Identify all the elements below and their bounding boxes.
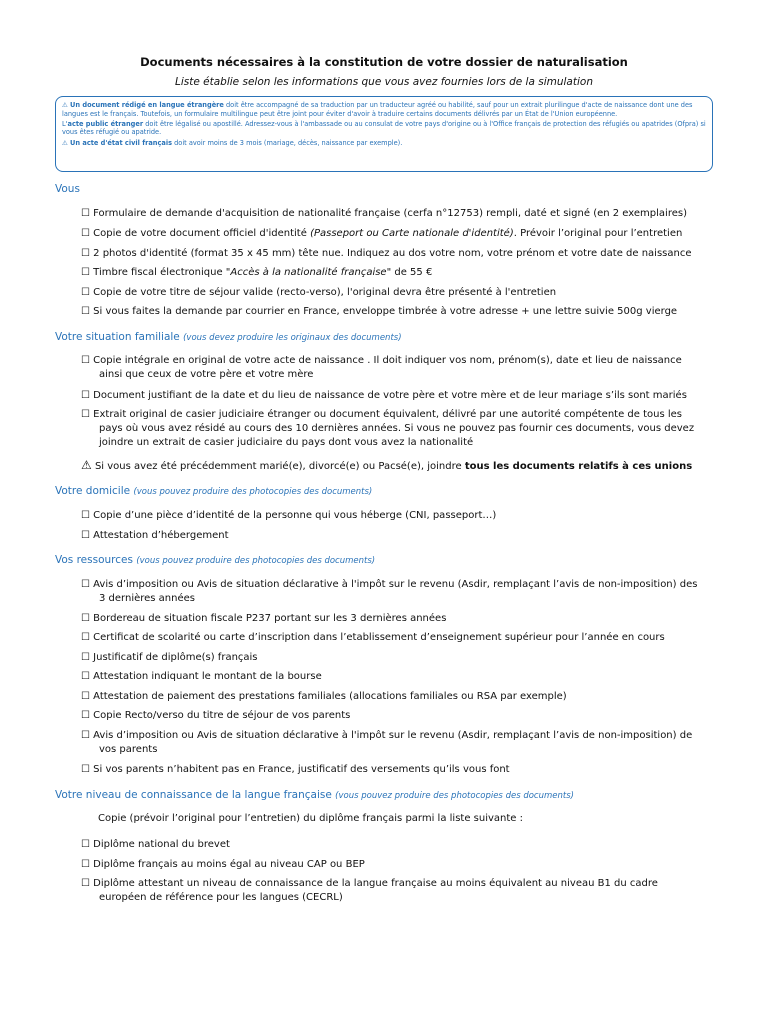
list-item xyxy=(82,651,722,665)
item-text: Copie intégrale en original de votre acte de naissance . Il doit indiquer vos nom, prénom(s), date et lieu de naissance xyxy=(93,355,682,366)
section-note: (vous pouvez produire des photocopies des documents) xyxy=(136,556,376,566)
checkbox-icon: ☐ xyxy=(81,764,90,775)
checkbox-icon: ☐ xyxy=(81,530,90,541)
list-item xyxy=(82,631,722,645)
item-text: Certificat de scolarité ou carte d’inscription dans l’etablissement d’enseignement supérieur pour l’année en cours xyxy=(93,632,665,643)
notice-legalisation-pre: L' xyxy=(62,119,68,128)
section-title-famille xyxy=(55,331,402,343)
item-text: Copie Recto/verso du titre de séjour de vos parents xyxy=(93,710,351,721)
list-item xyxy=(82,207,722,221)
checkbox-icon: ☐ xyxy=(81,228,90,239)
checkbox-icon: ☐ xyxy=(81,510,90,521)
item-text: Si vos parents n’habitent pas en France, justificatif des versements qu’ils vous font xyxy=(93,764,510,775)
list-item xyxy=(82,389,722,403)
notice-etat-civil-text: doit avoir moins de 3 mois (mariage, décès, naissance par exemple). xyxy=(172,138,403,147)
list-item xyxy=(82,612,722,626)
notice-translation-text: doit être accompagné de sa traduction par un traducteur agréé ou habilité, sauf pour un extrait plurilingue d'acte de naissance dont une des langues est le français. Toutefois, un formulaire multilingue peut être joint pour éviter d'avoir à traduire certains documents délivrés par un État de l'Union européenne. xyxy=(62,101,693,118)
checkbox-icon: ☐ xyxy=(81,730,90,741)
list-item xyxy=(82,408,722,450)
list-item xyxy=(82,670,722,684)
list-item xyxy=(82,877,722,905)
notice-legalisation xyxy=(62,120,706,137)
section-title-text: Votre domicile xyxy=(55,485,131,497)
checkbox-icon: ☐ xyxy=(81,878,90,889)
warning-icon: ⚠ xyxy=(81,458,92,472)
langue-intro: Copie (prévoir l’original pour l’entretien) du diplôme français parmi la liste suivante : xyxy=(98,813,523,824)
section-note: (vous pouvez produire des photocopies des documents) xyxy=(335,791,574,801)
item-text-rest: " de 55 € xyxy=(386,267,433,278)
notice-box xyxy=(55,96,713,172)
list-item xyxy=(82,690,722,704)
section-title-vous xyxy=(55,183,80,195)
section-title-text: Vos ressources xyxy=(55,554,133,566)
item-text-continued: joindre un extrait de casier judiciaire du pays dont vous avez la nationalité xyxy=(99,437,474,448)
checkbox-icon: ☐ xyxy=(81,613,90,624)
list-item xyxy=(82,509,722,523)
item-text: Copie d’une pièce d’identité de la personne qui vous héberge (CNI, passeport…) xyxy=(93,510,497,521)
list-item xyxy=(82,529,722,543)
item-text: Attestation d’hébergement xyxy=(93,530,229,541)
notice-legalisation-text: doit être légalisé ou apostillé. Adressez-vous à l'ambassade ou au consulat de votre pays d'origine ou à l'Office français de protection des réfugiés ou apatrides (Ofpra) si vous êtes réfugié ou apatride. xyxy=(62,119,706,137)
item-text: Timbre fiscal électronique " xyxy=(93,267,231,278)
section-note: (vous devez produire les originaux des documents) xyxy=(183,333,402,343)
list-item xyxy=(82,247,722,261)
checkbox-icon: ☐ xyxy=(81,839,90,850)
list-item xyxy=(82,227,722,241)
item-text: Diplôme attestant un niveau de connaissance de la langue française au moins équivalent au niveau B1 du cadre xyxy=(93,878,658,889)
list-item xyxy=(82,286,722,300)
item-text: Diplôme français au moins égal au niveau CAP ou BEP xyxy=(93,859,365,870)
item-text-continued: pays où vous avez résidé au cours des 10 dernières années. Si vous ne pouvez pas fournir ces documents, vous devez xyxy=(99,423,695,434)
item-text: Justificatif de diplôme(s) français xyxy=(93,652,258,663)
checkbox-icon: ☐ xyxy=(81,208,90,219)
item-text-italic: Accès à la nationalité française xyxy=(230,267,387,278)
item-text-continued: 3 dernières années xyxy=(99,593,195,604)
item-text-italic: (Passeport ou Carte nationale d'identité) xyxy=(310,228,514,239)
warning-item xyxy=(82,458,722,474)
list-item xyxy=(82,838,722,852)
section-title-text: Vous xyxy=(55,183,80,195)
item-text: Si vous faites la demande par courrier en France, enveloppe timbrée à votre adresse + une lettre suivie 500g vierge xyxy=(93,306,678,317)
notice-etat-civil-bold: Un acte d'état civil français xyxy=(70,138,173,147)
item-text-continued: vos parents xyxy=(99,744,158,755)
item-text-rest: . Prévoir l’original pour l’entretien xyxy=(513,228,683,239)
item-text: Formulaire de demande d'acquisition de nationalité française (cerfa n°12753) rempli, daté et signé (en 2 exemplaires) xyxy=(93,208,687,219)
notice-translation-bold: Un document rédigé en langue étrangère xyxy=(70,101,224,109)
item-text: Copie de votre document officiel d'identité xyxy=(93,228,307,239)
list-item xyxy=(82,729,722,757)
list-item xyxy=(82,354,722,382)
section-title-text: Votre situation familiale xyxy=(55,331,180,343)
page-subtitle: Liste établie selon les informations que vous avez fournies lors de la simulation xyxy=(175,76,593,88)
item-text: Extrait original de casier judiciaire étranger ou document équivalent, délivré par une autorité compétente de tous les xyxy=(93,409,683,420)
item-text: Attestation de paiement des prestations familiales (allocations familiales ou RSA par exemple) xyxy=(93,691,567,702)
checkbox-icon: ☐ xyxy=(81,409,90,420)
item-text: 2 photos d'identité (format 35 x 45 mm) tête nue. Indiquez au dos votre nom, votre prénom et votre date de naissance xyxy=(93,248,692,259)
item-text: Avis d’imposition ou Avis de situation déclarative à l'impôt sur le revenu (Asdir, remplaçant l’avis de non-imposition) de xyxy=(93,730,693,741)
notice-translation xyxy=(62,101,706,118)
section-title-domicile xyxy=(55,485,372,497)
item-text: Document justifiant de la date et du lieu de naissance de votre père et votre mère et de leur mariage s’ils sont mariés xyxy=(93,390,687,401)
item-text: Diplôme national du brevet xyxy=(93,839,230,850)
item-text: Avis d’imposition ou Avis de situation déclarative à l'impôt sur le revenu (Asdir, remplaçant l’avis de non-imposition) des xyxy=(93,579,698,590)
checkbox-icon: ☐ xyxy=(81,859,90,870)
section-title-ressources xyxy=(55,554,375,566)
checkbox-icon: ☐ xyxy=(81,306,90,317)
item-text: Attestation indiquant le montant de la bourse xyxy=(93,671,322,682)
notice-legalisation-bold: acte public étranger xyxy=(67,119,144,128)
warning-icon: ⚠ xyxy=(62,101,68,109)
checkbox-icon: ☐ xyxy=(81,287,90,298)
checkbox-icon: ☐ xyxy=(81,691,90,702)
section-title-text: Votre niveau de connaissance de la langue française xyxy=(55,789,332,801)
checkbox-icon: ☐ xyxy=(81,248,90,259)
list-item xyxy=(82,305,722,319)
warning-icon: ⚠ xyxy=(62,138,68,147)
item-text-continued: ainsi que ceux de votre père et votre mère xyxy=(99,369,314,380)
section-note: (vous pouvez produire des photocopies des documents) xyxy=(133,487,373,497)
section-title-langue xyxy=(55,789,574,801)
checkbox-icon: ☐ xyxy=(81,652,90,663)
item-text: Copie de votre titre de séjour valide (recto-verso), l'original devra être présenté à l'entretien xyxy=(93,287,557,298)
checkbox-icon: ☐ xyxy=(81,710,90,721)
warning-text: Si vous avez été précédemment marié(e), divorcé(e) ou Pacsé(e), joindre xyxy=(94,461,465,472)
checkbox-icon: ☐ xyxy=(81,579,90,590)
checkbox-icon: ☐ xyxy=(81,267,90,278)
checkbox-icon: ☐ xyxy=(81,632,90,643)
list-item xyxy=(82,709,722,723)
list-item xyxy=(82,266,722,280)
notice-etat-civil xyxy=(62,139,706,148)
item-text-continued: européen de référence pour les langues (CECRL) xyxy=(99,892,343,903)
warning-text-bold: tous les documents relatifs à ces unions xyxy=(464,461,693,472)
checkbox-icon: ☐ xyxy=(81,671,90,682)
checkbox-icon: ☐ xyxy=(81,355,90,366)
list-item xyxy=(82,763,722,777)
item-text: Bordereau de situation fiscale P237 portant sur les 3 dernières années xyxy=(93,613,447,624)
checkbox-icon: ☐ xyxy=(81,390,90,401)
page-title: Documents nécessaires à la constitution de votre dossier de naturalisation xyxy=(140,55,628,69)
list-item xyxy=(82,578,722,606)
list-item xyxy=(82,858,722,872)
